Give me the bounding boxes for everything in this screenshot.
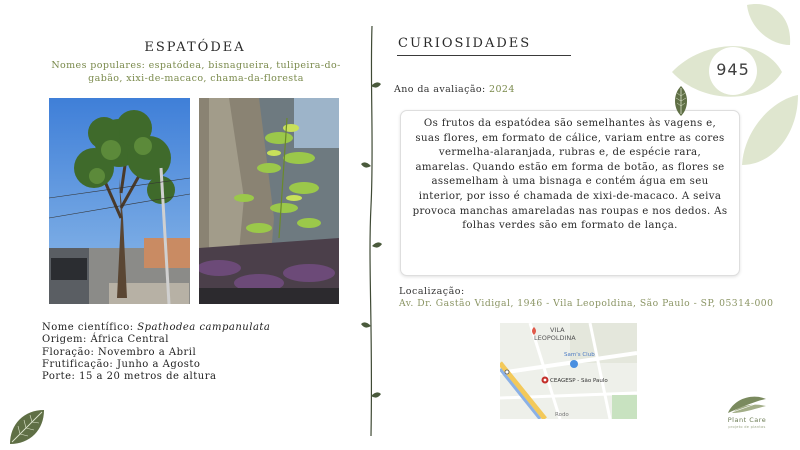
leaf-decoration xyxy=(672,0,800,175)
map-pin-label: CEAGESP - São Paulo xyxy=(550,378,608,384)
curiosities-title: CURIOSIDADES xyxy=(398,36,532,51)
brand-name: Plant Care xyxy=(727,416,767,424)
tree-photo-trunk xyxy=(199,98,339,304)
location-address: Av. Dr. Gastão Vidigal, 1946 - Vila Leopoldina, São Paulo - SP, 05314-000 xyxy=(399,298,774,309)
fruiting: Frutificação: Junho a Agosto xyxy=(42,358,201,370)
tree-photo-full xyxy=(49,98,190,304)
map-road-label: Rodo xyxy=(555,412,569,418)
evaluation-year-label: Ano da avaliação: xyxy=(394,84,490,95)
plant-facts xyxy=(42,322,270,383)
location-label: Localização: xyxy=(399,286,465,297)
map-poi-label: Sam's Club xyxy=(564,352,595,358)
flowering: Floração: Novembro a Abril xyxy=(42,346,197,358)
curiosities-text: Os frutos da espatódea são semelhantes às vagens e, suas flores, em formato de cálice, variam entre as cores vermelha-alaranjada, rubras e, de espécie rara, amarelas. Quando estão em forma de botão, as flores se assemelham à uma bisnaga e contém água em seu interior, por isso é chamada de xixi-de-macaco. A seiva provoca manchas amareladas nas roupas e nos dedos. As folhas verdes são em formato de lança. xyxy=(400,110,740,276)
leaf-icon-bottom xyxy=(8,408,46,446)
tree-size: Porte: 15 a 20 metros de altura xyxy=(42,371,217,383)
tree-id-number: 945 xyxy=(716,60,750,79)
popular-names: Nomes populares: espatódea, bisnagueira, tulipeira-do-gabão, xixi-de-macaco, chama-da-floresta xyxy=(51,60,341,84)
scientific-name-label: Nome científico: xyxy=(42,322,138,333)
plant-name: ESPATÓDEA xyxy=(144,40,246,55)
location-map[interactable] xyxy=(500,323,637,419)
leaf-icon xyxy=(673,86,689,116)
title-underline xyxy=(397,55,571,56)
scientific-name: Spathodea campanulata xyxy=(137,322,271,333)
brand-tagline: projeto de plantas xyxy=(728,425,766,429)
brand-logo-icon xyxy=(726,393,768,415)
evaluation-year-value: 2024 xyxy=(489,84,515,95)
map-area-label-2: LEOPOLDINA xyxy=(534,334,576,342)
evaluation-year xyxy=(394,84,515,95)
scientific-name-row xyxy=(42,322,270,334)
map-area-label-1: VILA xyxy=(550,326,565,334)
origin: Origem: África Central xyxy=(42,334,169,346)
vine-divider xyxy=(360,26,384,436)
